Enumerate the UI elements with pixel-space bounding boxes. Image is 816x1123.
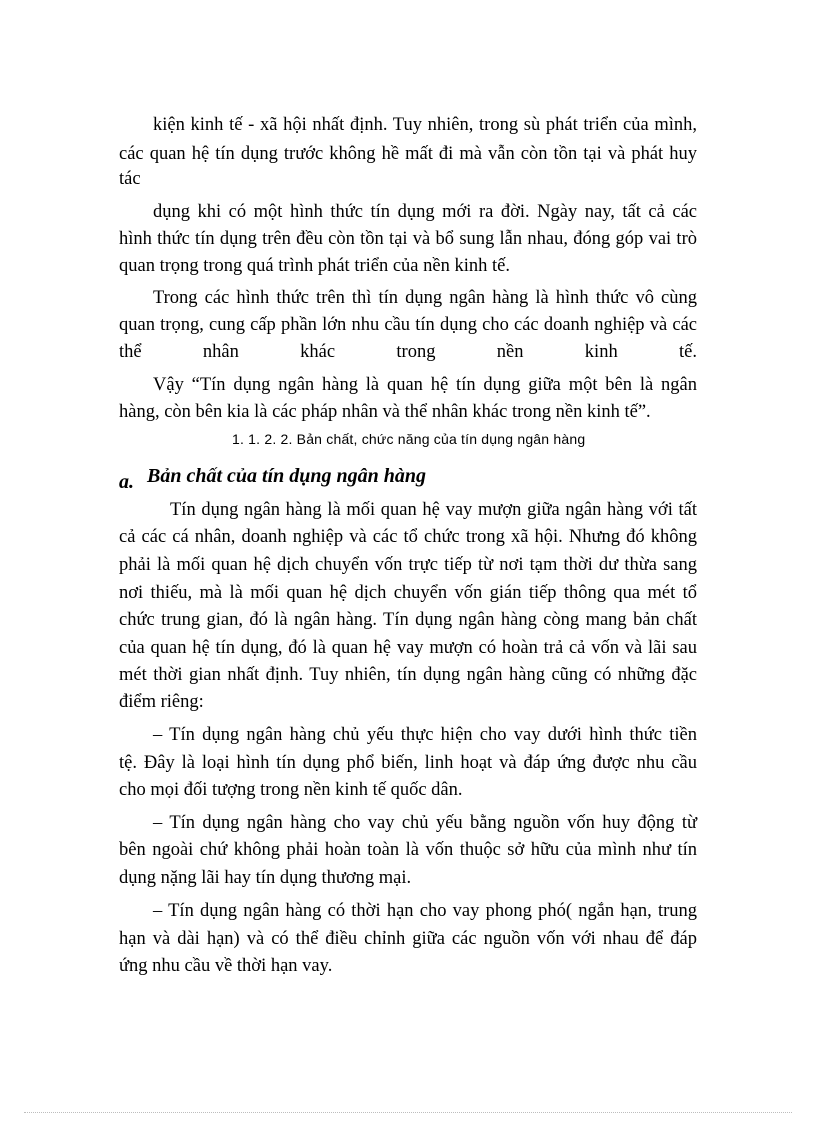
paragraph-line: thể nhân khác trong nền kinh tế. — [119, 342, 697, 362]
subsection-marker: a. — [119, 471, 134, 493]
paragraph-line: của quan hệ tín dụng, đó là quan hệ vay mượn có hoàn trả cả vốn và lãi sau — [119, 638, 697, 658]
bullet-line: dụng nặng lãi hay tín dụng thương mại. — [119, 868, 412, 888]
bullet-line: bên ngoài chứ không phải hoàn toàn là vốn thuộc sở hữu của mình như tín — [119, 840, 697, 860]
section-heading: 1. 1. 2. 2. Bản chất, chức năng của tín dụng ngân hàng — [232, 431, 586, 447]
bullet-line: – Tín dụng ngân hàng cho vay chủ yếu bằng nguồn vốn huy động từ — [153, 813, 697, 833]
paragraph-line: nơi thiếu, mà là mối quan hệ dịch chuyển vốn gián tiếp thông qua mét tổ — [119, 583, 697, 603]
paragraph-line: Vậy “Tín dụng ngân hàng là quan hệ tín dụng giữa một bên là ngân — [153, 375, 697, 395]
paragraph-line: phải là mối quan hệ dịch chuyển vốn trực tiếp từ nơi tạm thời dư thừa sang — [119, 555, 697, 575]
paragraph-line: quan trọng, cung cấp phần lớn nhu cầu tín dụng cho các doanh nghiệp và các — [119, 315, 697, 335]
paragraph-line: Tín dụng ngân hàng là mối quan hệ vay mượn giữa ngân hàng với tất — [170, 500, 697, 520]
paragraph-line: điểm riêng: — [119, 692, 204, 712]
paragraph-line: kiện kinh tế - xã hội nhất định. Tuy nhiên, trong sù phát triển của mình, — [153, 115, 697, 135]
paragraph-line: các quan hệ tín dụng trước không hề mất đi mà vẫn còn tồn tại và phát huy — [119, 144, 697, 164]
paragraph-line: hàng, còn bên kia là các pháp nhân và thể nhân khác trong nền kinh tế”. — [119, 402, 651, 422]
paragraph-line: tác — [119, 169, 141, 189]
bullet-line: – Tín dụng ngân hàng chủ yếu thực hiện cho vay dưới hình thức tiền — [153, 725, 697, 745]
paragraph-line: chức trung gian, đó là ngân hàng. Tín dụng ngân hàng còng mang bản chất — [119, 610, 697, 630]
bullet-line: cho mọi đối tượng trong nền kinh tế quốc dân. — [119, 780, 463, 800]
page-bottom-divider — [24, 1112, 792, 1113]
paragraph-line: cả các cá nhân, doanh nghiệp và các tổ chức trong xã hội. Nhưng đó không — [119, 527, 697, 547]
bullet-line: hạn và dài hạn) và có thể điều chỉnh giữa các nguồn vốn với nhau để đáp — [119, 929, 697, 949]
bullet-line: tệ. Đây là loại hình tín dụng phổ biến, linh hoạt và đáp ứng được nhu cầu — [119, 753, 697, 773]
paragraph-line: quan trọng trong quá trình phát triển của nền kinh tế. — [119, 256, 510, 276]
paragraph-line: mét thời gian nhất định. Tuy nhiên, tín dụng ngân hàng cũng có những đặc — [119, 665, 697, 685]
bullet-line: ứng nhu cầu về thời hạn vay. — [119, 956, 333, 976]
subsection-title: Bản chất của tín dụng ngân hàng — [147, 465, 426, 487]
bullet-line: – Tín dụng ngân hàng có thời hạn cho vay phong phó( ngắn hạn, trung — [153, 901, 697, 921]
paragraph-line: Trong các hình thức trên thì tín dụng ngân hàng là hình thức vô cùng — [153, 288, 697, 308]
paragraph-line: hình thức tín dụng trên đều còn tồn tại và bổ sung lẫn nhau, đóng góp vai trò — [119, 229, 697, 249]
subsection-heading — [119, 463, 426, 493]
paragraph-line: dụng khi có một hình thức tín dụng mới ra đời. Ngày nay, tất cả các — [153, 202, 697, 222]
